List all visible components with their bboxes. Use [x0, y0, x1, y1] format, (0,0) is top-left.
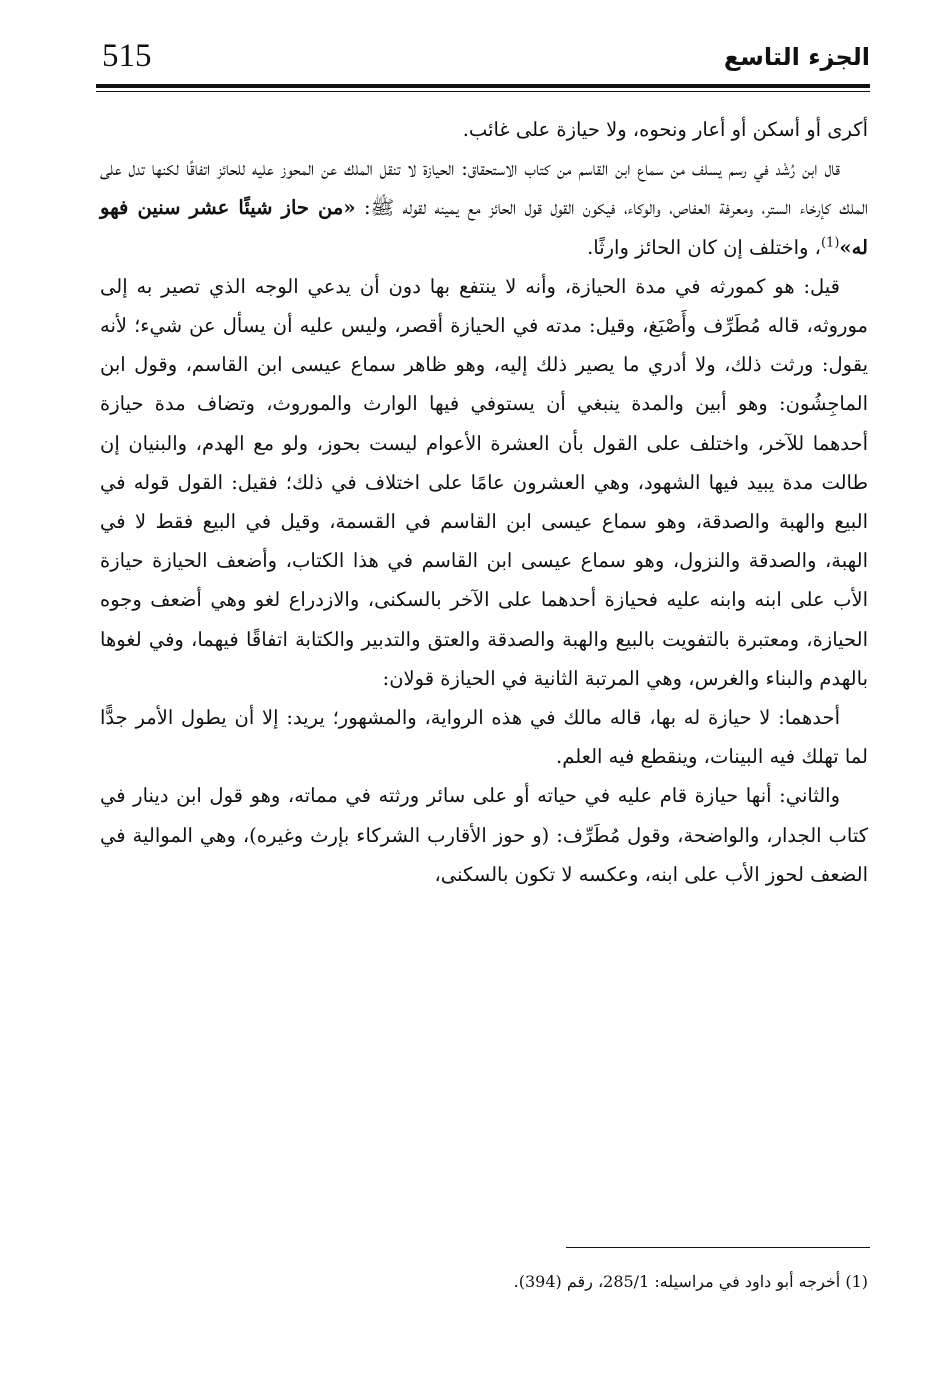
footnote-1: (1) أخرجه أبو داود في مراسيله: 285/1، رقم (394). — [513, 1272, 868, 1291]
paragraph-2 — [100, 149, 868, 267]
running-title: الجزء التاسع — [723, 43, 870, 71]
paragraph-1: أكرى أو أسكن أو أعار ونحوه، ولا حيازة على غائب. — [462, 118, 868, 141]
hadith-quote: «من حاز شيئًا عشر سنين فهو له» — [100, 196, 868, 259]
footnote-reference: (1) — [820, 235, 840, 251]
footnote-separator — [566, 1247, 870, 1248]
paragraph-2-text: قال ابن رُشْد في رسم يسلف من سماع ابن القاسم من كتاب الاستحقاق: الحيازة لا تنقل الملك عن المحوز عليه للحائز اتفاقًا لكنها تدل على الملك كإرخاء الستر، ومعرفة العفاص، والوكاء، فيكون القول قول الحائز مع يمينه لقوله ﷺ: — [100, 157, 868, 220]
page-header — [96, 30, 870, 90]
paragraph-5: والثاني: أنها حيازة قام عليه في حياته أو على سائر ورثته في مماته، وهو قول ابن دينار في كتاب الجدار، والواضحة، وقول مُطَرِّف: (و حوز الأقارب الشركاء بإرث وغيره)، وهي الموالية في الضعف لحوز الأب على ابنه، وعكسه لا تكون بالسكنى، — [100, 784, 868, 886]
paragraph-3: قيل: هو كمورثه في مدة الحيازة، وأنه لا ينتفع بها دون أن يدعي الوجه الذي تصير به إلى موروثه، قاله مُطَرِّف وأَصْبَغ، وقيل: مدته في الحيازة أقصر، وليس عليه أن يسأل عن شيء؛ لأنه يقول: ورثت ذلك، ولا أدري ما يصير ذلك إليه، وهو ظاهر سماع عيسى ابن القاسم، وقول ابن الماجِشُون: وهو أبين والمدة ينبغي أن يستوفي فيها الوارث والموروث، وتضاف مدة حيازة أحدهما للآخر، واختلف على القول بأن العشرة الأعوام ليست بحوز، ولو مع الهدم، والبنيان إن طالت مدة يبيد فيها الشهود، وهي العشرون عامًا على اختلاف في ذلك؛ فقيل: القول قوله في البيع والهبة والصدقة، وهو سماع عيسى ابن القاسم في القسمة، وقيل في البيع فقط لا في الهبة، والصدقة والنزول، وهو سماع عيسى ابن القاسم في هذا الكتاب، وأضعف الحيازة حيازة الأب على ابنه وابنه عليه فحيازة أحدهما على الآخر بالسكنى، والازدراع لغو وهي أضعف وجوه الحيازة، ومعتبرة بالتفويت بالبيع والهبة والصدقة والعتق والتدبير والكتابة اتفاقًا فيهما، وفي لغوها بالهدم والبناء والغرس، وهي المرتبة الثانية في الحيازة قولان: — [100, 274, 868, 690]
header-rule-thick — [96, 84, 870, 88]
header-rule-thin — [96, 91, 870, 92]
paragraph-4: أحدهما: لا حيازة له بها، قاله مالك في هذه الرواية، والمشهور؛ يريد: إلا أن يطول الأمر جدًّا لما تهلك فيه البينات، وينقطع فيه العلم. — [100, 706, 868, 769]
main-text — [100, 110, 868, 894]
paragraph-2-tail: ، واختلف إن كان الحائز وارثًا. — [587, 235, 821, 259]
page-number: 515 — [102, 38, 152, 74]
